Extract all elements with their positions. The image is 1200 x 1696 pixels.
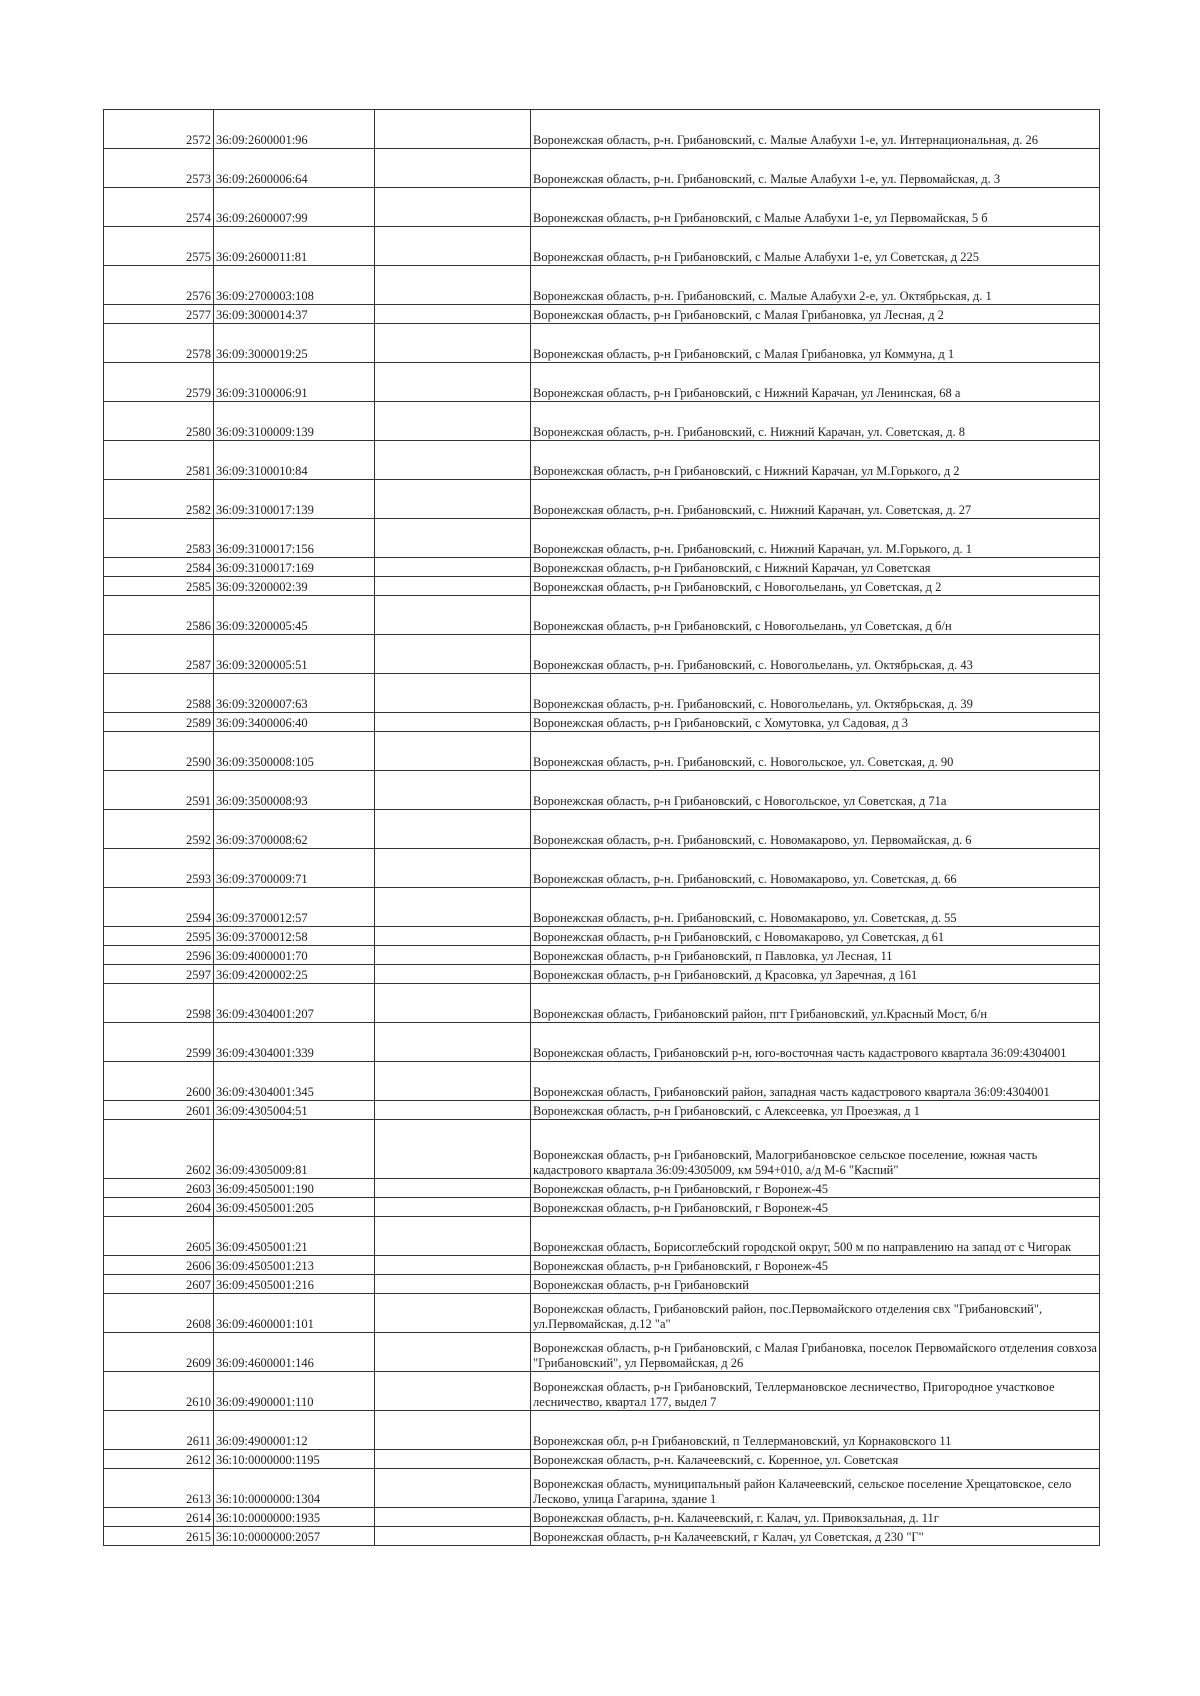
- table-row: [104, 1217, 1100, 1256]
- row-number-cell: 2611: [104, 1411, 214, 1450]
- empty-cell: [375, 771, 531, 810]
- row-number-cell: 2575: [104, 227, 214, 266]
- row-number-cell: 2586: [104, 596, 214, 635]
- table-row: [104, 577, 1100, 596]
- table-row: [104, 1469, 1100, 1508]
- address-cell: Воронежская область, р-н. Грибановский, с. Новогольелань, ул. Октябрьская, д. 39: [531, 674, 1100, 713]
- cadastral-number-cell: 36:09:4600001:146: [214, 1333, 375, 1372]
- address-cell: Воронежская область, р-н Грибановский, с Новогольское, ул Советская, д 71а: [531, 771, 1100, 810]
- table-row: [104, 946, 1100, 965]
- table-row: [104, 849, 1100, 888]
- row-number-cell: 2606: [104, 1256, 214, 1275]
- cadastral-number-cell: 36:10:0000000:2057: [214, 1527, 375, 1546]
- address-cell: Воронежская область, р-н. Грибановский, с. Малые Алабухи 2-е, ул. Октябрьская, д. 1: [531, 266, 1100, 305]
- cadastral-number-cell: 36:09:3200007:63: [214, 674, 375, 713]
- empty-cell: [375, 888, 531, 927]
- table-row: [104, 1508, 1100, 1527]
- table-row: [104, 227, 1100, 266]
- table-row: [104, 771, 1100, 810]
- table-row: [104, 635, 1100, 674]
- empty-cell: [375, 1062, 531, 1101]
- cadastral-number-cell: 36:09:3200002:39: [214, 577, 375, 596]
- address-cell: Воронежская область, р-н. Калачеевский, г. Калач, ул. Привокзальная, д. 11г: [531, 1508, 1100, 1527]
- cadastral-number-cell: 36:09:3500008:105: [214, 732, 375, 771]
- empty-cell: [375, 1527, 531, 1546]
- address-cell: Воронежская область, р-н Грибановский, с Нижний Карачан, ул М.Горького, д 2: [531, 441, 1100, 480]
- row-number-cell: 2592: [104, 810, 214, 849]
- cadastral-number-cell: 36:09:4505001:205: [214, 1198, 375, 1217]
- empty-cell: [375, 577, 531, 596]
- empty-cell: [375, 849, 531, 888]
- row-number-cell: 2600: [104, 1062, 214, 1101]
- cadastral-number-cell: 36:09:3200005:51: [214, 635, 375, 674]
- empty-cell: [375, 713, 531, 732]
- table-row: [104, 810, 1100, 849]
- table-row: [104, 441, 1100, 480]
- table-row: [104, 1333, 1100, 1372]
- address-cell: Воронежская область, р-н Грибановский, с Нижний Карачан, ул Ленинская, 68 а: [531, 363, 1100, 402]
- address-cell: Воронежская область, р-н Грибановский, с Алексеевка, ул Проезжая, д 1: [531, 1101, 1100, 1120]
- address-cell: Воронежская область, р-н. Калачеевский, с. Коренное, ул. Советская: [531, 1450, 1100, 1469]
- table-row: [104, 558, 1100, 577]
- table-row: [104, 1275, 1100, 1294]
- cadastral-number-cell: 36:09:3100017:156: [214, 519, 375, 558]
- empty-cell: [375, 732, 531, 771]
- empty-cell: [375, 558, 531, 577]
- table-row: [104, 927, 1100, 946]
- cadastral-number-cell: 36:09:3100017:169: [214, 558, 375, 577]
- address-cell: Воронежская область, р-н. Грибановский, с. Новомакарово, ул. Советская, д. 66: [531, 849, 1100, 888]
- table-row: [104, 888, 1100, 927]
- address-cell: Воронежская область, Борисоглебский городской округ, 500 м по направлению на запад от с Чигорак: [531, 1217, 1100, 1256]
- address-cell: Воронежская область, Грибановский район, западная часть кадастрового квартала 36:09:4304001: [531, 1062, 1100, 1101]
- row-number-cell: 2572: [104, 110, 214, 149]
- address-cell: Воронежская область, р-н Калачеевский, г Калач, ул Советская, д 230 "Г": [531, 1527, 1100, 1546]
- table-row: [104, 1120, 1100, 1179]
- row-number-cell: 2607: [104, 1275, 214, 1294]
- empty-cell: [375, 1508, 531, 1527]
- cadastral-number-cell: 36:09:3700008:62: [214, 810, 375, 849]
- empty-cell: [375, 1198, 531, 1217]
- cadastral-number-cell: 36:09:4900001:110: [214, 1372, 375, 1411]
- empty-cell: [375, 188, 531, 227]
- row-number-cell: 2591: [104, 771, 214, 810]
- empty-cell: [375, 480, 531, 519]
- cadastral-number-cell: 36:09:3100009:139: [214, 402, 375, 441]
- address-cell: Воронежская область, р-н Грибановский, с Хомутовка, ул Садовая, д 3: [531, 713, 1100, 732]
- table-row: [104, 984, 1100, 1023]
- table-row: [104, 1450, 1100, 1469]
- address-cell: Воронежская область, р-н Грибановский, с Малые Алабухи 1-е, ул Советская, д 225: [531, 227, 1100, 266]
- table-row: [104, 1023, 1100, 1062]
- row-number-cell: 2584: [104, 558, 214, 577]
- row-number-cell: 2582: [104, 480, 214, 519]
- cadastral-number-cell: 36:10:0000000:1935: [214, 1508, 375, 1527]
- row-number-cell: 2590: [104, 732, 214, 771]
- row-number-cell: 2581: [104, 441, 214, 480]
- empty-cell: [375, 266, 531, 305]
- address-cell: Воронежская область, р-н Грибановский, с Новогольелань, ул Советская, д 2: [531, 577, 1100, 596]
- cadastral-number-cell: 36:09:2700003:108: [214, 266, 375, 305]
- empty-cell: [375, 363, 531, 402]
- empty-cell: [375, 984, 531, 1023]
- row-number-cell: 2585: [104, 577, 214, 596]
- address-cell: Воронежская область, р-н Грибановский, с Новогольелань, ул Советская, д б/н: [531, 596, 1100, 635]
- row-number-cell: 2599: [104, 1023, 214, 1062]
- cadastral-number-cell: 36:09:3000014:37: [214, 305, 375, 324]
- address-cell: Воронежская область, р-н. Грибановский, с. Нижний Карачан, ул. М.Горького, д. 1: [531, 519, 1100, 558]
- table-row: [104, 305, 1100, 324]
- address-cell: Воронежская область, р-н Грибановский, г Воронеж-45: [531, 1198, 1100, 1217]
- address-cell: Воронежская область, Грибановский район, пгт Грибановский, ул.Красный Мост, б/н: [531, 984, 1100, 1023]
- table-row: [104, 1062, 1100, 1101]
- address-cell: Воронежская область, муниципальный район Калачеевский, сельское поселение Хрещатовское, село Лесково, улица Гагарина, здание 1: [531, 1469, 1100, 1508]
- address-cell: Воронежская область, р-н Грибановский, с Малая Грибановка, ул Лесная, д 2: [531, 305, 1100, 324]
- empty-cell: [375, 1294, 531, 1333]
- empty-cell: [375, 965, 531, 984]
- address-cell: Воронежская область, р-н Грибановский, с Нижний Карачан, ул Советская: [531, 558, 1100, 577]
- address-cell: Воронежская область, р-н Грибановский, Теллермановское лесничество, Пригородное участковое лесничество, квартал 177, выдел 7: [531, 1372, 1100, 1411]
- table-row: [104, 402, 1100, 441]
- row-number-cell: 2595: [104, 927, 214, 946]
- cadastral-number-cell: 36:09:4304001:207: [214, 984, 375, 1023]
- registry-table-body: [104, 110, 1100, 1546]
- table-row: [104, 1527, 1100, 1546]
- cadastral-number-cell: 36:10:0000000:1304: [214, 1469, 375, 1508]
- table-row: [104, 1179, 1100, 1198]
- address-cell: Воронежская область, р-н. Грибановский, с. Новогольелань, ул. Октябрьская, д. 43: [531, 635, 1100, 674]
- table-row: [104, 363, 1100, 402]
- empty-cell: [375, 1333, 531, 1372]
- row-number-cell: 2583: [104, 519, 214, 558]
- cadastral-number-cell: 36:09:2600011:81: [214, 227, 375, 266]
- cadastral-number-cell: 36:09:3700012:57: [214, 888, 375, 927]
- row-number-cell: 2608: [104, 1294, 214, 1333]
- address-cell: Воронежская область, р-н Грибановский, с Малая Грибановка, поселок Первомайского отделения совхоза "Грибановский", ул Первомайская, д 26: [531, 1333, 1100, 1372]
- table-row: [104, 480, 1100, 519]
- row-number-cell: 2603: [104, 1179, 214, 1198]
- empty-cell: [375, 1411, 531, 1450]
- row-number-cell: 2604: [104, 1198, 214, 1217]
- cadastral-number-cell: 36:09:2600006:64: [214, 149, 375, 188]
- table-row: [104, 1198, 1100, 1217]
- row-number-cell: 2596: [104, 946, 214, 965]
- address-cell: Воронежская область, р-н. Грибановский, с. Новогольское, ул. Советская, д. 90: [531, 732, 1100, 771]
- table-row: [104, 266, 1100, 305]
- address-cell: Воронежская область, р-н Грибановский, с Малая Грибановка, ул Коммуна, д 1: [531, 324, 1100, 363]
- empty-cell: [375, 810, 531, 849]
- table-row: [104, 519, 1100, 558]
- empty-cell: [375, 1023, 531, 1062]
- row-number-cell: 2587: [104, 635, 214, 674]
- empty-cell: [375, 927, 531, 946]
- row-number-cell: 2588: [104, 674, 214, 713]
- empty-cell: [375, 1101, 531, 1120]
- table-row: [104, 596, 1100, 635]
- address-cell: Воронежская обл, р-н Грибановский, п Теллермановский, ул Корнаковского 11: [531, 1411, 1100, 1450]
- address-cell: Воронежская область, р-н Грибановский, Малогрибановское сельское поселение, южная часть кадастрового квартала 36:09:4305009, км 594+010, а/д М-6 "Каспий": [531, 1120, 1100, 1179]
- table-row: [104, 1101, 1100, 1120]
- cadastral-number-cell: 36:09:4200002:25: [214, 965, 375, 984]
- cadastral-number-cell: 36:09:3400006:40: [214, 713, 375, 732]
- cadastral-number-cell: 36:09:3700012:58: [214, 927, 375, 946]
- empty-cell: [375, 1256, 531, 1275]
- empty-cell: [375, 1275, 531, 1294]
- cadastral-number-cell: 36:09:3700009:71: [214, 849, 375, 888]
- address-cell: Воронежская область, р-н Грибановский, п Павловка, ул Лесная, 11: [531, 946, 1100, 965]
- cadastral-number-cell: 36:09:4505001:21: [214, 1217, 375, 1256]
- address-cell: Воронежская область, р-н Грибановский, с Малые Алабухи 1-е, ул Первомайская, 5 б: [531, 188, 1100, 227]
- cadastral-number-cell: 36:09:4505001:213: [214, 1256, 375, 1275]
- row-number-cell: 2594: [104, 888, 214, 927]
- cadastral-number-cell: 36:09:4304001:339: [214, 1023, 375, 1062]
- registry-table: [103, 109, 1100, 1546]
- row-number-cell: 2579: [104, 363, 214, 402]
- address-cell: Воронежская область, р-н Грибановский, г Воронеж-45: [531, 1179, 1100, 1198]
- row-number-cell: 2576: [104, 266, 214, 305]
- cadastral-number-cell: 36:09:3200005:45: [214, 596, 375, 635]
- address-cell: Воронежская область, Грибановский район, пос.Первомайского отделения свх "Грибановский", ул.Первомайская, д.12 "а": [531, 1294, 1100, 1333]
- empty-cell: [375, 149, 531, 188]
- table-row: [104, 110, 1100, 149]
- row-number-cell: 2610: [104, 1372, 214, 1411]
- table-row: [104, 188, 1100, 227]
- cadastral-number-cell: 36:09:4505001:216: [214, 1275, 375, 1294]
- cadastral-number-cell: 36:09:3100017:139: [214, 480, 375, 519]
- row-number-cell: 2609: [104, 1333, 214, 1372]
- row-number-cell: 2615: [104, 1527, 214, 1546]
- empty-cell: [375, 596, 531, 635]
- empty-cell: [375, 441, 531, 480]
- address-cell: Воронежская область, р-н. Грибановский, с. Малые Алабухи 1-е, ул. Интернациональная, д. 26: [531, 110, 1100, 149]
- cadastral-number-cell: 36:09:3100010:84: [214, 441, 375, 480]
- empty-cell: [375, 305, 531, 324]
- row-number-cell: 2580: [104, 402, 214, 441]
- cadastral-number-cell: 36:09:4600001:101: [214, 1294, 375, 1333]
- empty-cell: [375, 519, 531, 558]
- cadastral-number-cell: 36:09:3500008:93: [214, 771, 375, 810]
- address-cell: Воронежская область, Грибановский р-н, юго-восточная часть кадастрового квартала 36:09:4304001: [531, 1023, 1100, 1062]
- row-number-cell: 2601: [104, 1101, 214, 1120]
- table-row: [104, 1372, 1100, 1411]
- table-row: [104, 674, 1100, 713]
- table-row: [104, 965, 1100, 984]
- empty-cell: [375, 324, 531, 363]
- address-cell: Воронежская область, р-н. Грибановский, с. Нижний Карачан, ул. Советская, д. 27: [531, 480, 1100, 519]
- table-row: [104, 732, 1100, 771]
- cadastral-number-cell: 36:09:3100006:91: [214, 363, 375, 402]
- row-number-cell: 2589: [104, 713, 214, 732]
- empty-cell: [375, 1217, 531, 1256]
- empty-cell: [375, 110, 531, 149]
- cadastral-number-cell: 36:09:4305009:81: [214, 1120, 375, 1179]
- row-number-cell: 2574: [104, 188, 214, 227]
- empty-cell: [375, 227, 531, 266]
- row-number-cell: 2614: [104, 1508, 214, 1527]
- row-number-cell: 2612: [104, 1450, 214, 1469]
- empty-cell: [375, 946, 531, 965]
- cadastral-number-cell: 36:09:4305004:51: [214, 1101, 375, 1120]
- row-number-cell: 2597: [104, 965, 214, 984]
- empty-cell: [375, 1179, 531, 1198]
- cadastral-number-cell: 36:09:3000019:25: [214, 324, 375, 363]
- row-number-cell: 2593: [104, 849, 214, 888]
- address-cell: Воронежская область, р-н. Грибановский, с. Нижний Карачан, ул. Советская, д. 8: [531, 402, 1100, 441]
- empty-cell: [375, 635, 531, 674]
- table-row: [104, 1256, 1100, 1275]
- empty-cell: [375, 1372, 531, 1411]
- cadastral-number-cell: 36:10:0000000:1195: [214, 1450, 375, 1469]
- cadastral-number-cell: 36:09:4000001:70: [214, 946, 375, 965]
- row-number-cell: 2578: [104, 324, 214, 363]
- row-number-cell: 2602: [104, 1120, 214, 1179]
- row-number-cell: 2598: [104, 984, 214, 1023]
- row-number-cell: 2577: [104, 305, 214, 324]
- cadastral-number-cell: 36:09:4900001:12: [214, 1411, 375, 1450]
- cadastral-number-cell: 36:09:2600001:96: [214, 110, 375, 149]
- empty-cell: [375, 1469, 531, 1508]
- address-cell: Воронежская область, р-н. Грибановский, с. Новомакарово, ул. Советская, д. 55: [531, 888, 1100, 927]
- cadastral-number-cell: 36:09:2600007:99: [214, 188, 375, 227]
- address-cell: Воронежская область, р-н. Грибановский, с. Новомакарово, ул. Первомайская, д. 6: [531, 810, 1100, 849]
- address-cell: Воронежская область, р-н Грибановский, с Новомакарово, ул Советская, д 61: [531, 927, 1100, 946]
- table-row: [104, 713, 1100, 732]
- empty-cell: [375, 674, 531, 713]
- row-number-cell: 2605: [104, 1217, 214, 1256]
- table-row: [104, 1294, 1100, 1333]
- row-number-cell: 2613: [104, 1469, 214, 1508]
- table-row: [104, 324, 1100, 363]
- address-cell: Воронежская область, р-н. Грибановский, с. Малые Алабухи 1-е, ул. Первомайская, д. 3: [531, 149, 1100, 188]
- empty-cell: [375, 402, 531, 441]
- address-cell: Воронежская область, р-н Грибановский: [531, 1275, 1100, 1294]
- address-cell: Воронежская область, р-н Грибановский, г Воронеж-45: [531, 1256, 1100, 1275]
- empty-cell: [375, 1450, 531, 1469]
- table-row: [104, 149, 1100, 188]
- row-number-cell: 2573: [104, 149, 214, 188]
- cadastral-number-cell: 36:09:4304001:345: [214, 1062, 375, 1101]
- address-cell: Воронежская область, р-н Грибановский, д Красовка, ул Заречная, д 161: [531, 965, 1100, 984]
- empty-cell: [375, 1120, 531, 1179]
- cadastral-number-cell: 36:09:4505001:190: [214, 1179, 375, 1198]
- table-row: [104, 1411, 1100, 1450]
